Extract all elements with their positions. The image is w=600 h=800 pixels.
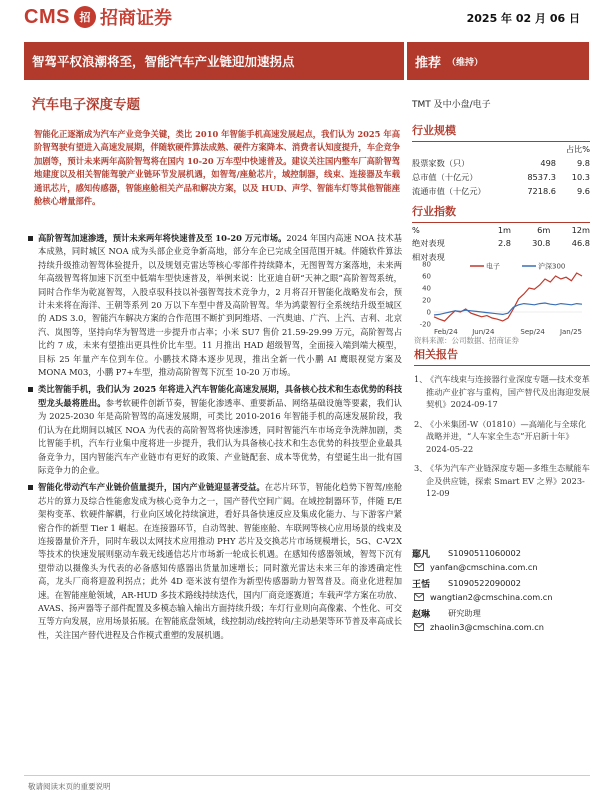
col-header: % xyxy=(412,224,420,235)
index-performance-chart xyxy=(414,258,588,336)
rating-badge xyxy=(407,42,589,80)
row-label: 总市值（十亿元） xyxy=(412,171,478,182)
report-body xyxy=(28,232,402,642)
sector-label: TMT 及中小盘/电子 xyxy=(412,100,491,110)
analyst-role: 研究助理 xyxy=(448,607,481,618)
bullet-paragraph xyxy=(28,481,402,642)
row-pct: 9.6 xyxy=(576,186,590,196)
cell: 46.8 xyxy=(571,238,590,248)
item-number: 2、 xyxy=(414,418,428,429)
table-row xyxy=(412,184,590,198)
item-text: 《小米集团-W（01810）—高端化与全球化战略并进，“人车家全生态”开启新十年》2024-05-22 xyxy=(426,418,587,454)
chart-source: 资料来源：公司数据、招商证券 xyxy=(414,336,519,345)
list-item[interactable] xyxy=(414,462,590,500)
y-tick-label: 80 xyxy=(422,260,431,269)
y-tick-label: 60 xyxy=(422,272,431,281)
industry-scale-section xyxy=(412,122,590,198)
email-icon xyxy=(414,622,424,632)
legend-label: 沪深300 xyxy=(538,262,566,271)
col-header: 1m xyxy=(497,224,512,235)
industry-scale-table xyxy=(412,142,590,198)
report-title xyxy=(24,42,404,80)
analyst-name: 鄢凡 xyxy=(412,549,431,560)
bullet-lead: 智能化带动汽车产业链价值量提升，国内产业链迎显著受益。 xyxy=(38,482,265,493)
analyst-email[interactable]: wangtian2@cmschina.com.cn xyxy=(430,592,553,602)
email-icon xyxy=(414,592,424,602)
bullet-lead: 类比智能手机，我们认为 2025 年将进入汽车智能化高速发展期，具备核心技术和生态优势的科技型龙头最将胜出。 xyxy=(38,384,402,408)
report-title-text: 智驾平权浪潮将至，智能汽车产业链迎加速拐点 xyxy=(32,54,295,69)
email-icon xyxy=(414,562,424,572)
x-tick-label: Sep/24 xyxy=(520,328,545,336)
cell: 2.8 xyxy=(497,238,512,248)
row-label: 相对表现 xyxy=(412,251,445,262)
list-item[interactable] xyxy=(414,373,590,411)
row-value: 7218.6 xyxy=(527,186,556,196)
footer-divider xyxy=(24,775,590,776)
bullet-text: 2024 年国内高速 NOA 技术基本成熟，同时城区 NOA 成为头部企业竞争新高地，部分车企已完成全国范围开城。伴随软件算法持续升级推动智驾体验提升，以及规划克雷达等核心零部件持续降本，无图智驾方案落地，未来两年高级智驾将加速下沉至中低端车型快速普及，举例来说： xyxy=(38,233,402,284)
x-tick-label: Jan/25 xyxy=(559,328,582,336)
item-text: 《华为汽车产业链深度专题—多维生态赋能车企及供应链，探索 Smart EV 之界》2023-12-09 xyxy=(426,463,590,498)
brand-mark-icon: 招 xyxy=(74,6,96,28)
footer-note: 敬请阅读末页的重要说明 xyxy=(28,782,111,791)
analyst-name: 赵琳 xyxy=(412,609,431,620)
series-line-沪深300 xyxy=(434,303,582,315)
row-label: 绝对表现 xyxy=(412,237,445,248)
analyst-email[interactable]: yanfan@cmschina.com.cn xyxy=(430,562,538,572)
y-tick-label: 0 xyxy=(426,308,431,317)
analyst-cert: S1090511060002 xyxy=(448,548,521,558)
x-tick-label: Jun/24 xyxy=(472,328,495,336)
row-pct: 9.8 xyxy=(576,158,590,168)
table-row xyxy=(412,156,590,170)
bullet-paragraph xyxy=(28,383,402,477)
analyst-cert: S1090522090002 xyxy=(448,578,521,588)
index-perf-heading: 行业指数 xyxy=(412,203,590,223)
row-label: 股票家数（只） xyxy=(412,157,470,168)
table-row xyxy=(412,236,590,250)
row-value: 8537.3 xyxy=(527,172,556,182)
item-text: 《汽车线束与连接器行业深度专题—技术变革推动产业扩容与重构，国产替代及出海迎发展契机》2024-09-17 xyxy=(426,374,590,409)
related-reports-heading: 相关报告 xyxy=(414,346,590,366)
list-item[interactable] xyxy=(414,418,590,456)
bullet-paragraph xyxy=(28,232,402,379)
brand-cn: 招商证券 xyxy=(99,8,172,29)
bullet-tail: 比亚迪自研“天神之眼”高阶智驾系统，同时合作华为乾崑智驾，入股卓驭科技以补强智驾技术竞争力，2 月将召开智能化战略发布会，预计未来将在海洋、王朝等系列 20 万以下车型中普及高阶智驾。华为鸿蒙智行全系统结升级至城区的 ADS 3.0，智能汽车解决方案的合作范围不断扩到阿维塔、一汽奥迪、广汽、上汽、吉利、北京汽、岚图等，坚持向华为智驾进一步提升市占率；小米 SU7 售价 21.59-29.99 万元，高阶智驾占比约 7 成，未来有望推出更具性价比车型。11 月推出 HAD 超级智驾，全面接入端到端大模型，目标 25 年量产车位到车位。小鹏技术降本逐步见现，推出全新一代小鹏 AI 鹰眼视觉方案及 MONA M03，小鹏 P7+车型，推动高阶智驾下沉至 10-20 万市场。 xyxy=(38,273,402,378)
brand-en: CMS xyxy=(24,5,70,28)
row-label: 流通市值（十亿元） xyxy=(412,185,486,196)
industry-scale-heading: 行业规模 xyxy=(412,122,590,142)
index-perf-section xyxy=(412,203,590,264)
bullet-text: 参考软硬件创新节奏，智能化渗透率、重要新品、网络基础设施等要素，我们认为 2025-2030 年是高阶智驾的高速发展期，可类比 2010-2016 年智能手机的高速发展阶段，我们认为在此期间以城区 NOA 为代表的高阶智驾将快速渗透，同时智能汽车市场竞争洗牌加剧，类比智能手机，汽车行业集中度将进一步提升，我们认为具备核心技术和生态优势的科技型企业最具备竞争力，国内智能汽车产业链市有更好的政策、产业链配套、成本等优势，有望诞生出一批有国际竞争力的企业。 xyxy=(38,397,402,475)
y-tick-label: 40 xyxy=(422,284,431,293)
table-row xyxy=(412,170,590,184)
y-tick-label: 20 xyxy=(422,296,431,305)
col-header: 6m xyxy=(537,224,551,235)
y-tick-label: -20 xyxy=(419,320,431,329)
bullet-text: 在芯片环节，智能化趋势下智驾/座舱芯片的算力及综合性能愈发成为核心竞争力之一，国产替代空间广阔。在域控制器环节，伴随 E/E 架构变革、软硬件解耦，行业向区域化持续演进，看好具备快速反应及集成化能力、与下游客户紧密合作的新型 Tier 1 崛起。在连接器环节，自动驾驶、智能座舱、车联网等核心应用场景的线束及连接器量价齐升，同时车载以太网技术应用推动 PHY 芯片及交换芯片市场规模增长，5G、C-V2X 等技术的快速发展则驱动车载无线通信芯片市场新一轮成长机遇。在感知传感器领域，智驾下沉有望带动以摄像头为代表的必备感知传感器出货量加速增长；同时激光雷达未来三年的渗透确定性高，龙头厂商将迎盈利拐点；此外 4D 毫米波有望作为新型传感器助力智驾普及。商业化进程加速。在智能座舱领域，AR-HUD 多技术路线持续迭代，国内厂商竞逐赛道；车载声学方案在功放、AVAS、扬声器等子部件配置及多模态输入输出方面持续升级；车灯行业则向高像素、个性化、可交互等方向发展，应用场景拓展。在智能底盘领域，线控制动/线控转向/主动悬架等环节普及率高成长性，关注国产替代进程及合作模式重塑的发展机遇。 xyxy=(38,482,402,640)
rating-sub: （维持） xyxy=(447,57,484,68)
row-value: 498 xyxy=(540,158,556,168)
related-reports-section xyxy=(414,346,590,500)
analyst-name: 王恬 xyxy=(412,579,431,590)
report-subtitle: 汽车电子深度专题 xyxy=(32,97,140,113)
pct-header: 占比% xyxy=(565,143,590,154)
item-number: 3、 xyxy=(414,463,428,473)
analyst-email[interactable]: zhaolin3@cmschina.com.cn xyxy=(430,622,544,632)
legend-label: 电子 xyxy=(486,262,500,271)
summary-paragraph: 智能化正逐渐成为汽车产业竞争关键，类比 2010 年智能手机高速发展起点，我们认为 2025 年高阶智驾驶有望进入高速发展期，伴随软硬件算法成熟、硬件方案降本、消费者认知度提升，车企竞争加剧等，预计未来两年高阶智驾将在国内 10-20 万车型中快速普及。建议关注国内整车厂高阶智驾地建度以及相关智能驾驶产业链环节发展机遇，如智驾/座舱芯片，域控制器，线束、连接器及车载通讯芯片，感知传感器，智能座舱相关产品和解决方案，以及 HUD、声学、智能车灯等其他智能座舱核心增量部件。 xyxy=(34,129,400,207)
rating-label: 推荐 xyxy=(415,55,442,71)
x-tick-label: Feb/24 xyxy=(434,328,458,336)
brand-logo xyxy=(24,2,172,32)
cell: 30.8 xyxy=(532,238,551,248)
col-header: 12m xyxy=(571,224,590,235)
item-number: 1、 xyxy=(414,374,428,384)
report-date: 2025 年 02 月 06 日 xyxy=(466,12,580,25)
bullet-lead: 高阶智驾加速渗透，预计未来两年将快速普及至 10-20 万元市场。 xyxy=(38,233,287,243)
analyst-block xyxy=(412,546,590,634)
row-pct: 10.3 xyxy=(571,172,590,182)
